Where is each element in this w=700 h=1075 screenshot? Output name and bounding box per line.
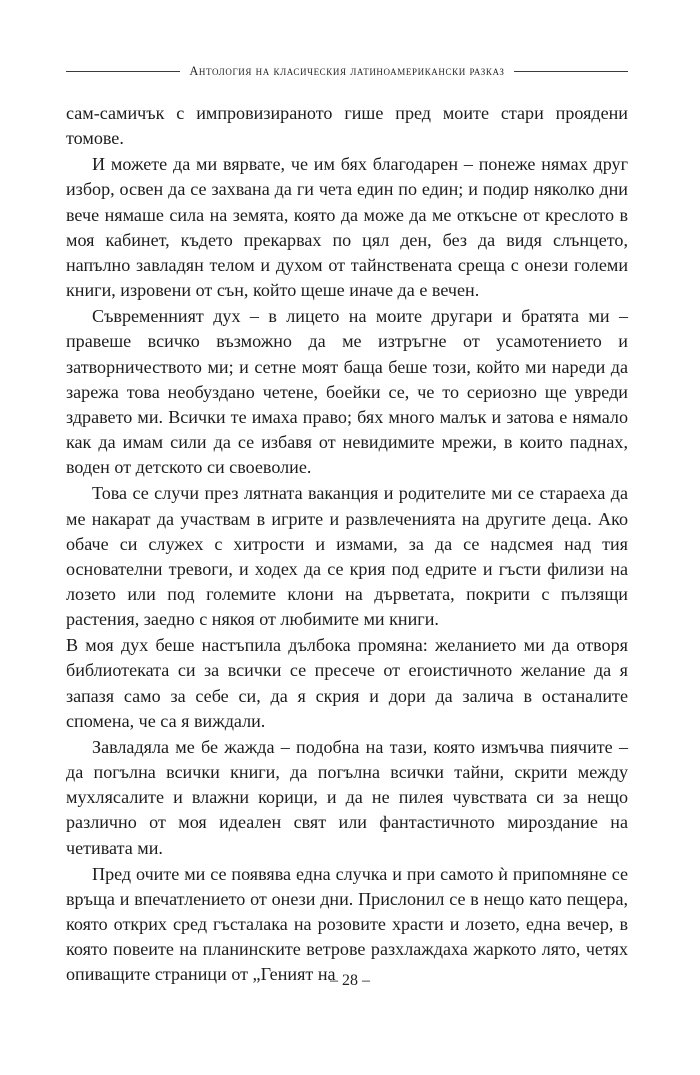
header-rule-left — [66, 71, 180, 72]
paragraph: И можете да ми вярвате, че им бях благодарен – понеже нямах друг избор, освен да се захвана да ги чета един по един; и подир няколко дни вече нямаше сила на земята, която да може да ме откъсне от креслото в моя кабинет, където прекарвах по цял ден, без да видя слънцето, напълно завладян телом и духом от тайнствената среща с онези големи книги, изровени от сън, който щеше иначе да е вечен. — [66, 154, 628, 301]
paragraph: Това се случи през лятната ваканция и родителите ми се стараеха да ме накарат да участвам в игрите и развлеченията на другите деца. Ако обаче си служех с хитрости и измами, за да се надсмея над тия основателни тревоги, и ходех да се крия под едрите и гъсти филизи на лозето или под големите клони на дърветата, покрити с пълзящи растения, заедно с някоя от любимите ми книги. — [66, 483, 628, 630]
page-number: – 28 – — [330, 972, 370, 989]
paragraph: сам-самичък с импровизираното гише пред моите стари проядени томове. — [66, 103, 628, 149]
paragraph: В моя дух беше настъпила дълбока промяна: желанието ми да отворя библиотеката си за всички се пресече от егоистичното желание да я запазя само за себе си, да я скрия и дори да залича в останалите спомена, че са я виждали. — [66, 635, 628, 731]
running-title: Антология на класическия латиноамерикански разказ — [189, 64, 505, 78]
paragraph: Съвременният дух – в лицето на моите другари и братята ми – правеше всичко възможно да ме изтръгне от усамотението и затворничеството ми; и сетне моят баща беше този, който ми нареди да зарежа това необуздано четене, боейки се, че то сериозно ще увреди здравето ми. Всички те имаха право; бях много малък и затова е нямало как да имам сили да се избавя от невидимите мрежи, в които паднах, воден от детското си своеволие. — [66, 306, 628, 478]
paragraph: Завладяла ме бе жажда – подобна на тази, която измъчва пиячите – да погълна всички книги, да погълна всички тайни, скрити между мухлясалите и влажни корици, и да не пилея чувствата си за нещо различно от моя идеален свят или фантастичното мироздание на четивата ми. — [66, 736, 628, 858]
paragraph: Пред очите ми се появява една случка и при самото ѝ припомняне се връща и впечатлението от онези дни. Прислонил се в нещо като пещера, която открих сред гъсталака на розовите храсти и лозето, една вечер, в която повеите на планинските ветрове разхлаждаха жаркото лято, четях опиващите страници от „Геният на — [66, 863, 628, 985]
header-rule-right — [514, 71, 628, 72]
body-text — [66, 101, 628, 988]
running-header — [66, 64, 628, 79]
